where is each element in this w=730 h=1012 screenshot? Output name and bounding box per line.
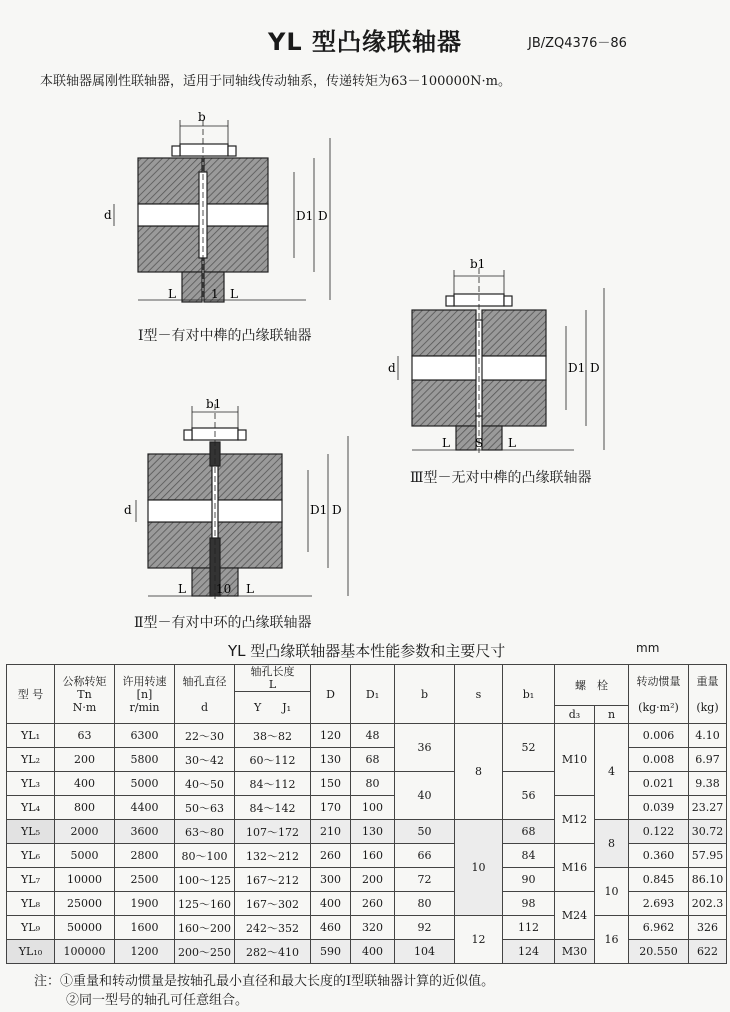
header-bolt: 螺 栓 [555,665,629,706]
note-1: 注：①重量和转动惯量是按轴孔最小直径和最大长度的Ⅰ型联轴器计算的近似值。 [34,974,495,989]
cell-b: 80 [395,892,455,916]
cell-b1: 68 [503,820,555,844]
cell-d3: M10 [555,724,595,796]
dim-L-label: L [168,287,176,301]
table-row: YL₅ 2000 3600 63～80 107～172 210 130 50 10 68 8 0.122 30.72 [7,820,727,844]
dim-b1-label: b1 [206,397,222,411]
cell-n: 16 [595,916,629,964]
note-2: ②同一型号的轴孔可任意组合。 [66,993,249,1008]
cell-b: 40 [395,772,455,820]
cell-s: 8 [455,724,503,820]
dim-D-label: D [318,209,328,223]
header-b1: b₁ [503,665,555,724]
table-row: YL₁ 63 6300 22～30 38～82 120 48 36 8 52 M10 4 0.006 4.10 [7,724,727,748]
caption-type2: Ⅱ型－有对中环的凸缘联轴器 [134,615,312,631]
cell-b: 50 [395,820,455,844]
table-row: YL₉ 50000 1600 160～200 242～352 460 320 92 12 112 16 6.962 326 [7,916,727,940]
cell-b: 72 [395,868,455,892]
cell-d3: M12 [555,796,595,844]
dim-one-label: 1 [211,287,219,301]
header-weight: 重量 (kg) [689,665,727,724]
cell-b1: 98 [503,892,555,916]
table-row: YL₂ 200 5800 30～42 60～112 130 68 0.008 6.97 [7,748,727,772]
caption-type3: Ⅲ型－无对中榫的凸缘联轴器 [410,470,592,486]
dim-b1-label: b1 [470,257,486,271]
header-speed: 许用转速 [n] r/min [115,665,175,724]
cell-n: 4 [595,724,629,820]
cell-s: 12 [455,916,503,964]
dim-D1-label: D1 [568,361,586,375]
header-inertia: 转动惯量 (kg·m²) [629,665,689,724]
notes [34,972,494,1010]
caption-type1: Ⅰ型－有对中榫的凸缘联轴器 [138,328,312,344]
cell-b: 66 [395,844,455,868]
dim-s-label: S [475,436,484,450]
header-D1: D₁ [351,665,395,724]
table-title: YL 型凸缘联轴器基本性能参数和主要尺寸 [228,642,506,660]
header-s: s [455,665,503,724]
dim-D1-label: D1 [310,503,328,517]
dim-d-label: d [388,361,396,375]
cell-b1: 84 [503,844,555,868]
table-row: YL₃ 400 5000 40～50 84～112 150 80 40 56 0.021 9.38 [7,772,727,796]
cell-b: 36 [395,724,455,772]
dim-L-label-2: L [508,436,516,450]
standard-number: JB/ZQ4376－86 [528,36,627,51]
cell-b1: 90 [503,868,555,892]
header-bolt-n: n [595,706,629,724]
cell-s: 10 [455,820,503,916]
dim-ten-label: 10 [216,582,232,596]
page-title: YL 型凸缘联轴器 [268,28,463,56]
spec-table [6,664,727,964]
dim-L-label: L [442,436,450,450]
dim-D-label: D [590,361,600,375]
cell-b: 104 [395,940,455,964]
figure-type3 [378,248,618,458]
header-torque: 公称转矩 Tn N·m [55,665,115,724]
dim-L-label-2: L [246,582,254,596]
cell-b1: 124 [503,940,555,964]
dim-D1-label: D1 [296,209,314,223]
dim-d-label: d [124,503,132,517]
cell-b: 92 [395,916,455,940]
header-b: b [395,665,455,724]
table-row: YL₄ 800 4400 50～63 84～142 170 100 M12 0.039 23.27 [7,796,727,820]
header-bolt-d3: d₃ [555,706,595,724]
header-D: D [311,665,351,724]
dim-d-label: d [104,208,112,222]
cell-n: 8 [595,820,629,868]
table-row: YL₇ 10000 2500 100～125 167～212 300 200 72 90 10 0.845 86.10 [7,868,727,892]
dim-b-label: b [198,110,206,124]
dim-L-label-2: L [230,287,238,301]
table-row: YL₈ 25000 1900 125～160 167～302 400 260 80 98 M24 2.693 202.3 [7,892,727,916]
header-bore: 轴孔直径 d [175,665,235,724]
cell-d3: M30 [555,940,595,964]
figure-type2 [112,392,362,607]
cell-b1: 52 [503,724,555,772]
table-row: YL₆ 5000 2800 80～100 132～212 260 160 66 84 M16 0.360 57.95 [7,844,727,868]
cell-d3: M24 [555,892,595,940]
dim-D-label: D [332,503,342,517]
cell-b1: 112 [503,916,555,940]
cell-b1: 56 [503,772,555,820]
cell-n: 10 [595,868,629,916]
header-model: 型 号 [7,665,55,724]
table-row: YL₁₀ 100000 1200 200～250 282～410 590 400 104 124 M30 20.550 622 [7,940,727,964]
cell-d3: M16 [555,844,595,892]
dim-L-label: L [178,582,186,596]
figure-type1 [100,100,350,310]
table-unit: mm [636,641,660,655]
header-length: 轴孔长度 L [235,665,311,692]
header-length-types: Y J₁ [235,692,311,724]
intro-text: 本联轴器属刚性联轴器，适用于同轴线传动轴系，传递转矩为63－100000N·m。 [40,74,512,89]
